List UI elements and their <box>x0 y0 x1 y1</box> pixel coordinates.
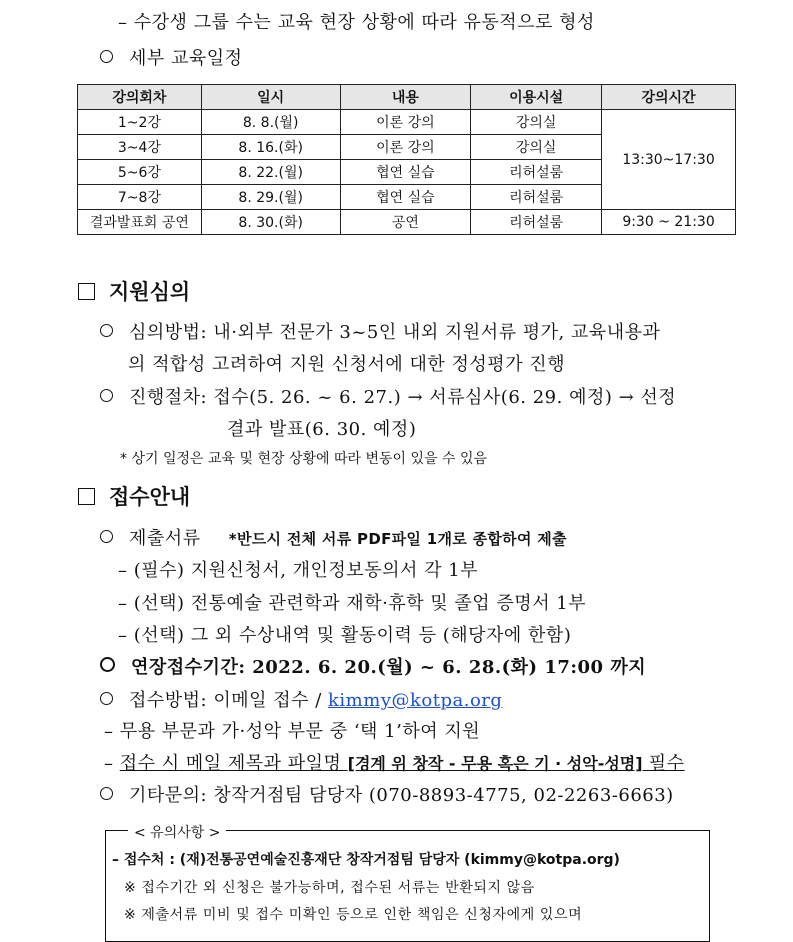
review-process-cont: 결과 발표(6. 30. 예정) <box>227 419 417 440</box>
table-cell: 리허설룸 <box>471 185 602 210</box>
header-cell: 강의회차 <box>78 85 202 110</box>
docs-note: *반드시 전체 서류 PDF파일 1개로 종합하여 제출 <box>228 530 567 548</box>
circle-bullet-icon <box>100 692 113 705</box>
circle-bullet-icon <box>100 324 113 337</box>
table-cell: 7~8강 <box>78 185 202 210</box>
schedule-title-text: 세부 교육일정 <box>129 48 243 69</box>
header-cell: 일시 <box>201 85 340 110</box>
submit-method-text: 접수방법: 이메일 접수 / <box>129 690 329 711</box>
table-cell: 8. 29.(월) <box>201 185 340 210</box>
doc-item: – (선택) 전통예술 관련학과 재학·휴학 및 졸업 증명서 1부 <box>118 593 587 614</box>
table-cell: 8. 16.(화) <box>201 135 340 160</box>
notes-line: ※ 제출서류 미비 및 접수 미확인 등으로 인한 책임은 신청자에게 있으며 <box>124 907 583 923</box>
review-method-cont: 의 적합성 고려하여 지원 신청서에 대한 정성평가 진행 <box>128 354 566 375</box>
docs-line <box>100 524 567 550</box>
contact-line <box>100 781 674 807</box>
table-cell: 9:30 ~ 21:30 <box>602 210 736 235</box>
review-heading-text: 지원심의 <box>109 280 191 304</box>
subject-rule <box>104 749 685 775</box>
table-cell: 리허설룸 <box>471 160 602 185</box>
square-bullet-icon <box>78 488 95 505</box>
table-cell: 이론 강의 <box>340 110 471 135</box>
table-cell: 협연 실습 <box>340 185 471 210</box>
table-row <box>78 110 736 135</box>
table-cell: 협연 실습 <box>340 160 471 185</box>
schedule-table <box>77 84 736 235</box>
email-link[interactable]: kimmy@kotpa.org <box>328 690 503 711</box>
notes-line: – 접수처 : (재)전통공연예술진흥재단 창작거점팀 담당자 (kimmy@kotpa.org) <box>112 852 620 868</box>
table-cell: 5~6강 <box>78 160 202 185</box>
group-note: – 수강생 그룹 수는 교육 현장 상황에 따라 유동적으로 형성 <box>118 12 595 33</box>
review-method-text: 심의방법: 내·외부 전문가 3~5인 내외 지원서류 평가, 교육내용과 <box>129 322 661 343</box>
table-cell: 1~2강 <box>78 110 202 135</box>
circle-bullet-icon <box>100 657 115 672</box>
extended-period-text: 연장접수기간: 2022. 6. 20.(월) ~ 6. 28.(화) 17:00 까지 <box>131 657 647 678</box>
reception-heading <box>78 481 190 511</box>
table-cell: 8. 8.(월) <box>201 110 340 135</box>
review-process <box>100 383 676 409</box>
review-process-text: 진행절차: 접수(5. 26. ~ 6. 27.) → 서류심사(6. 29. 예정) → 선정 <box>129 387 677 408</box>
table-header-row <box>78 85 736 110</box>
extended-period <box>100 653 646 679</box>
table-cell: 공연 <box>340 210 471 235</box>
header-cell: 이용시설 <box>471 85 602 110</box>
circle-bullet-icon <box>100 50 113 63</box>
table-cell: 8. 30.(화) <box>201 210 340 235</box>
table-cell: 이론 강의 <box>340 135 471 160</box>
subject-rule-text: 접수 시 메일 제목과 파일명 [경계 위 창작 - 무용 혹은 기 · 성악-성명] 필수 <box>119 753 685 774</box>
table-cell: 8. 22.(월) <box>201 160 340 185</box>
doc-item: – (선택) 그 외 수상내역 및 활동이력 등 (해당자에 한함) <box>118 625 572 646</box>
header-cell: 내용 <box>340 85 471 110</box>
schedule-title <box>100 44 243 70</box>
table-cell: 리허설룸 <box>471 210 602 235</box>
table-cell: 결과발표회 공연 <box>78 210 202 235</box>
circle-bullet-icon <box>100 389 113 402</box>
table-row <box>78 210 736 235</box>
choose-one-note: – 무용 부문과 가·성악 부문 중 ‘택 1’하여 지원 <box>104 721 481 742</box>
table-cell: 3~4강 <box>78 135 202 160</box>
docs-label: 제출서류 <box>129 528 201 549</box>
header-cell: 강의시간 <box>602 85 736 110</box>
subject-dash: – <box>104 753 120 774</box>
review-footnote: * 상기 일정은 교육 및 현장 상황에 따라 변동이 있을 수 있음 <box>120 451 488 467</box>
reception-heading-text: 접수안내 <box>109 485 191 509</box>
review-heading <box>78 276 190 306</box>
square-bullet-icon <box>78 283 95 300</box>
circle-bullet-icon <box>100 530 113 543</box>
submit-method <box>100 686 502 712</box>
notes-title: < 유의사항 > <box>128 822 226 842</box>
contact-text: 기타문의: 창작거점팀 담당자 (070-8893-4775, 02-2263-6663) <box>129 785 674 806</box>
merged-time-cell: 13:30~17:30 <box>602 110 736 210</box>
circle-bullet-icon <box>100 787 113 800</box>
notes-line: ※ 접수기간 외 신청은 불가능하며, 접수된 서류는 반환되지 않음 <box>124 880 535 896</box>
table-cell: 강의실 <box>471 110 602 135</box>
review-method <box>100 318 660 344</box>
table-cell: 강의실 <box>471 135 602 160</box>
doc-item: – (필수) 지원신청서, 개인정보동의서 각 1부 <box>118 560 479 581</box>
